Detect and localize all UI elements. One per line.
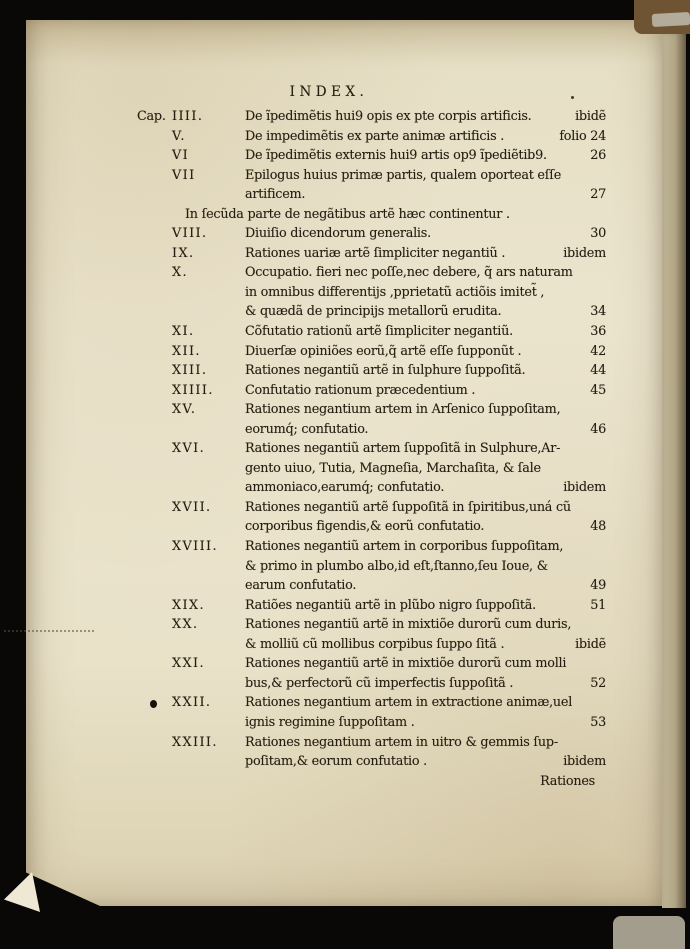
entry-text: ignis regimine ſuppoſitam . (245, 714, 415, 730)
index-row (26, 127, 662, 147)
index-row (26, 615, 662, 635)
page-ref: 48 (590, 519, 606, 535)
chapter-numeral: XXII. (172, 695, 212, 711)
index-row (26, 517, 662, 537)
page-ref: 30 (590, 226, 606, 242)
chapter-numeral: IIII. (172, 109, 204, 124)
chapter-numeral: XVI. (172, 441, 206, 457)
index-row (26, 498, 662, 518)
page-ref: 49 (590, 578, 606, 594)
index-row (26, 459, 662, 479)
index-row (26, 283, 662, 303)
entry-text: poſitam,& eorum confutatio . (245, 754, 427, 770)
index-row (26, 146, 662, 166)
chapter-numeral: XXIII. (172, 734, 218, 750)
entry-text: De impedimẽtis ex parte animæ artificis . (245, 128, 505, 144)
index-row (26, 439, 662, 459)
entry-text: Rationes negantiũ artẽ ſuppoſitã in ſpiritibus,uná cũ (245, 499, 571, 515)
margin-specks (4, 630, 94, 632)
entry-text: in omnibus differentijs ,pprietatũ actiõis imitet̃ , (245, 284, 545, 300)
entry-text: bus,& perfectorũ cũ imperfectis ſuppoſitã . (245, 675, 514, 691)
page-ref: ibidẽ (575, 636, 606, 652)
page-ref: 46 (590, 421, 606, 437)
index-list (26, 107, 662, 791)
index-row (26, 537, 662, 557)
chapter-numeral: V. (172, 128, 186, 144)
entry-text: Rationes negantiũ artẽ in ſulphure ſuppoſitã. (245, 363, 526, 379)
entry-text: Ratiões negantiũ artẽ in plũbo nigro ſuppoſitã. (245, 597, 536, 613)
index-row (26, 654, 662, 674)
chapter-numeral: XX. (172, 617, 199, 633)
chapter-numeral: VI (172, 148, 190, 164)
page-ref: 42 (590, 343, 606, 359)
entry-text: earum confutatio. (245, 578, 357, 594)
chapter-numeral: X. (172, 265, 188, 281)
chapter-numeral: XI. (172, 324, 195, 340)
index-row (26, 420, 662, 440)
entry-text: Diuerſæ opiniões eorũ,q̃ artẽ eſſe ſupponũt . (245, 343, 522, 359)
page-ref: 53 (590, 714, 606, 730)
chapter-numeral: XIII. (172, 363, 208, 379)
index-row (26, 302, 662, 322)
page-title: INDEX. (289, 84, 369, 100)
entry-text: & molliũ cũ mollibus corpibus ſuppo ſitã . (245, 636, 505, 652)
page-ref: 26 (590, 148, 606, 164)
index-row (26, 322, 662, 342)
index-row (26, 713, 662, 733)
chapter-numeral: XV. (172, 402, 197, 418)
entry-text: Rationes negantium artem in extractione animæ,uel (245, 695, 573, 711)
entry-text: De ĩpedimẽtis hui9 opis ex pte corpis artificis. (245, 109, 532, 124)
entry-text: Cõfutatio rationũ artẽ ſimpliciter negantiũ. (245, 324, 513, 340)
page-ref: ibidem (563, 480, 606, 496)
index-row (26, 478, 662, 498)
entry-text: Confutatio rationum præcedentium . (245, 382, 476, 398)
chapter-numeral: XVIII. (172, 539, 218, 555)
index-row (26, 381, 662, 401)
entry-text: De ĩpedimẽtis externis hui9 artis op9 ĩpediẽtib9. (245, 148, 547, 164)
entry-text: Rationes negantium artem in Arſenico ſuppoſitam, (245, 402, 561, 418)
index-row (26, 693, 662, 713)
entry-text: Rationes negantiũ artem in corporibus ſuppoſitam, (245, 539, 564, 555)
chapter-numeral: IX. (172, 245, 195, 261)
index-row (26, 674, 662, 694)
index-row (26, 557, 662, 577)
index-row (26, 635, 662, 655)
entry-text: & quædã de principijs metallorũ erudita. (245, 304, 502, 320)
index-row (26, 244, 662, 264)
index-row (26, 752, 662, 772)
index-row (26, 224, 662, 244)
entry-text: artificem. (245, 187, 306, 203)
entry-text: Rationes uariæ artẽ ſimpliciter negantiũ . (245, 245, 506, 261)
chapter-numeral: XIX. (172, 597, 205, 613)
chapter-numeral: VII (172, 167, 196, 183)
chapter-numeral: XIIII. (172, 382, 214, 398)
page-ref: 45 (590, 382, 606, 398)
index-row (26, 576, 662, 596)
entry-text: & primo in plumbo albo,id eſt,ſtanno,ſeu Ioue, & (245, 558, 548, 574)
page-ref: ibidẽ (575, 109, 606, 124)
entry-text: Rationes negantium artem in uitro & gemmis ſup- (245, 734, 558, 750)
entry-text: Rationes (540, 773, 595, 789)
entry-text: Rationes negantiũ artem ſuppoſitã in Sulphure,Ar- (245, 441, 561, 457)
entry-text: In ſecũda parte de negãtibus artẽ hæc continentur . (185, 206, 510, 222)
page-ref: 51 (590, 597, 606, 613)
page-ref: 44 (590, 363, 606, 379)
entry-text: Occupatio. fieri nec poſſe,nec debere, q̃ ars naturam (245, 265, 573, 281)
ink-speck (571, 96, 574, 99)
chapter-numeral: XII. (172, 343, 201, 359)
index-row (26, 205, 662, 225)
entry-text: ammoniaco,earumq́; confutatio. (245, 480, 445, 496)
marginalia-bullet-icon (150, 700, 157, 708)
page-ref: folio 24 (559, 128, 606, 144)
index-row (26, 263, 662, 283)
page-ref: 34 (590, 304, 606, 320)
chapter-prefix: Cap. (137, 109, 166, 124)
page-edge (662, 18, 686, 908)
chapter-numeral: XVII. (172, 499, 212, 515)
entry-text: Rationes negantiũ artẽ in mixtiõe durorũ cum duris, (245, 617, 572, 633)
index-row (26, 596, 662, 616)
index-row (26, 733, 662, 753)
entry-text: Epilogus huius primæ partis, qualem oporteat eſſe (245, 167, 562, 183)
page-ref: ibidem (563, 245, 606, 261)
entry-text: eorumq́; confutatio. (245, 421, 369, 437)
index-row (26, 107, 662, 127)
entry-text: gento uiuo, Tutia, Magneſia, Marchaſita, & ſale (245, 460, 541, 476)
index-row (26, 185, 662, 205)
index-row (26, 772, 662, 792)
chapter-numeral: XXI. (172, 656, 205, 672)
entry-text: Diuiſio dicendorum generalis. (245, 226, 431, 242)
page-ref: 27 (590, 187, 606, 203)
next-page-sliver (652, 12, 690, 27)
backing-board (613, 916, 685, 949)
chapter-numeral: VIII. (172, 226, 208, 242)
book-page (26, 20, 662, 906)
entry-text: Rationes negantiũ artẽ in mixtiõe durorũ cum molli (245, 656, 567, 672)
index-row (26, 400, 662, 420)
entry-text: corporibus figendis,& eorũ confutatio. (245, 519, 485, 535)
page-ref: 36 (590, 324, 606, 340)
index-row (26, 342, 662, 362)
page-ref: 52 (590, 675, 606, 691)
index-row (26, 166, 662, 186)
page-ref: ibidem (563, 754, 606, 770)
index-row (26, 361, 662, 381)
